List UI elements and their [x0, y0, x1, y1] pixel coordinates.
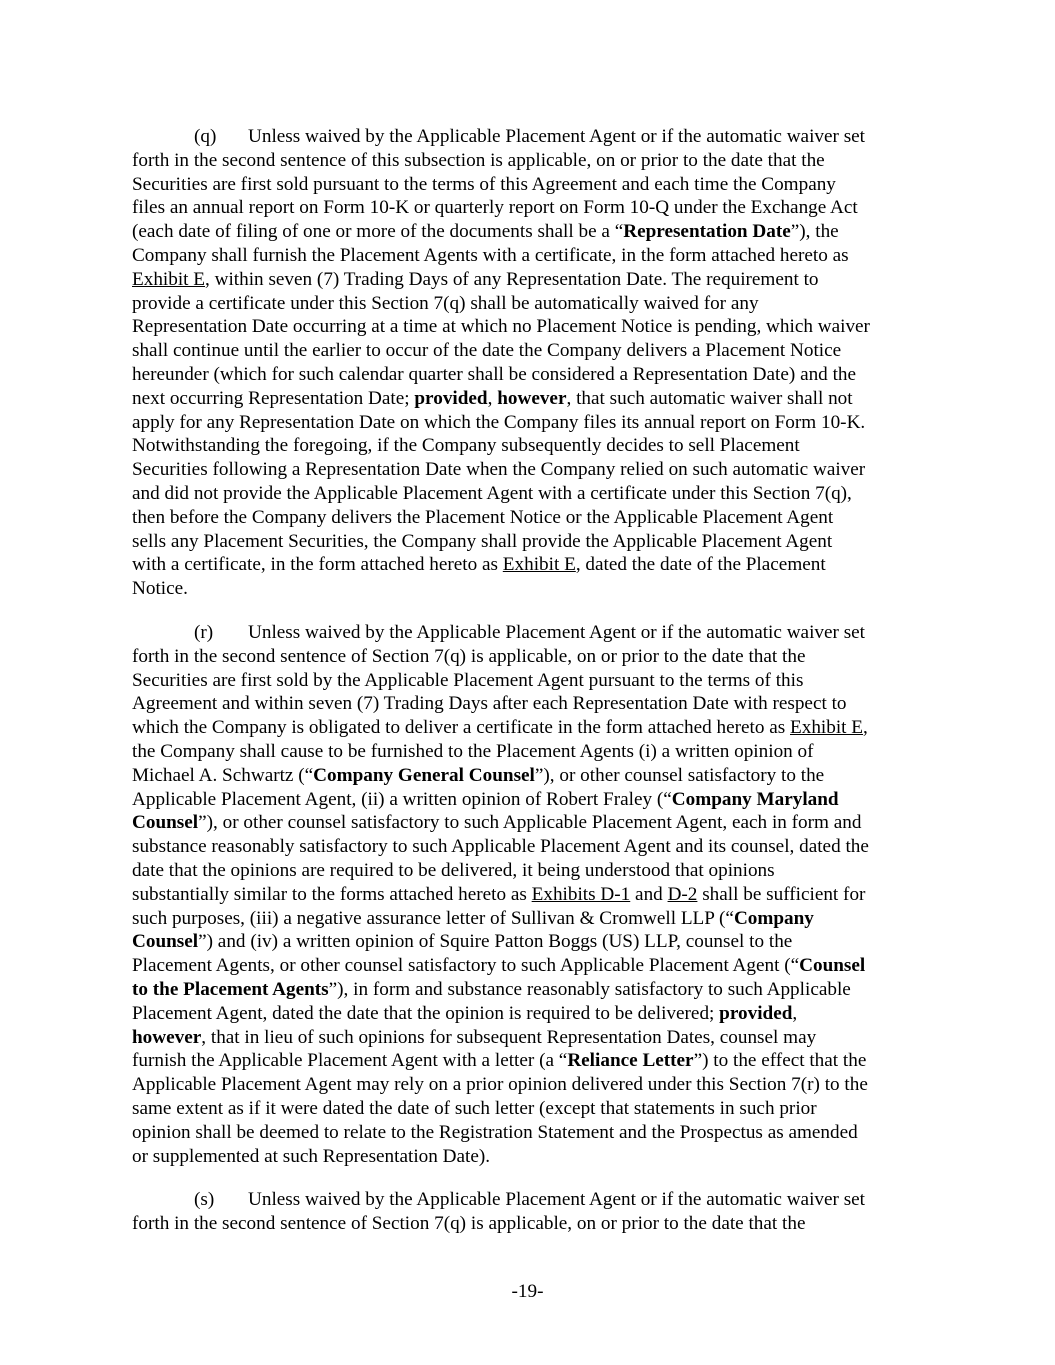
- text-line: [132, 835, 932, 859]
- text-run: and: [630, 883, 668, 905]
- text-run: with a certificate, in the form attached hereto as: [132, 554, 503, 576]
- text-run: Company shall furnish the Placement Agents with a certificate, in the form attached hereto as: [132, 244, 849, 266]
- text-run: Unless waived by the Applicable Placement Agent or if the automatic waiver set: [248, 126, 866, 147]
- text-line: [132, 1097, 932, 1121]
- text-run: files an annual report on Form 10-K or quarterly report on Form 10-Q under the Exchange Act: [132, 197, 858, 219]
- defined-term: Counsel: [132, 931, 199, 953]
- text-line: [132, 339, 932, 363]
- text-line: [132, 978, 932, 1002]
- paragraph-r: [132, 621, 932, 1168]
- text-run: Agreement and within seven (7) Trading Days after each Representation Date with respect to: [132, 693, 847, 715]
- text-run: Placement Agents, or other counsel satisfactory to such Applicable Placement Agent (“: [132, 955, 800, 977]
- text-line: [132, 1049, 932, 1073]
- text-run: furnish the Applicable Placement Agent with a letter (a “: [132, 1050, 568, 1072]
- text-run: ,: [863, 717, 868, 739]
- defined-term: provided: [414, 387, 488, 409]
- page-number: -19-: [511, 1281, 544, 1302]
- text-run: apply for any Representation Date on which the Company files its annual report on Form 10-K.: [132, 411, 866, 433]
- text-line: [132, 645, 932, 669]
- text-run: Representation Date occurring at a time at which no Placement Notice is pending, which waiver: [132, 316, 870, 338]
- text-line: [132, 506, 932, 530]
- text-run: forth in the second sentence of Section 7(q) is applicable, on or prior to the date that the: [132, 1212, 806, 1234]
- text-line: [132, 883, 932, 907]
- text-line: [132, 1188, 932, 1212]
- text-line: [132, 411, 932, 435]
- text-run: Notice.: [132, 578, 188, 600]
- text-run: sells any Placement Securities, the Company shall provide the Applicable Placement Agent: [132, 530, 833, 552]
- text-line: [132, 1073, 932, 1097]
- defined-term: Counsel: [132, 812, 199, 834]
- text-run: shall continue until the earlier to occur of the date the Company delivers a Placement Notice: [132, 340, 842, 362]
- text-run: opinion shall be deemed to relate to the Registration Statement and the Prospectus as amended: [132, 1121, 858, 1143]
- text-run: such purposes, (iii) a negative assurance letter of Sullivan & Cromwell LLP (“: [132, 907, 734, 929]
- text-line: [132, 930, 932, 954]
- paragraph-s: [132, 1188, 932, 1236]
- text-line: [132, 482, 932, 506]
- defined-term: Counsel: [799, 955, 866, 977]
- text-line: [132, 363, 932, 387]
- text-run: substantially similar to the forms attached hereto as: [132, 883, 532, 905]
- text-line: [132, 716, 932, 740]
- paragraph-q: [132, 125, 932, 601]
- text-run: Securities are first sold by the Applicable Placement Agent pursuant to the terms of this: [132, 669, 804, 691]
- text-run: then before the Company delivers the Placement Notice or the Applicable Placement Agent: [132, 506, 834, 528]
- defined-term: Company Maryland: [671, 788, 839, 810]
- defined-term: Company General Counsel: [313, 764, 535, 786]
- text-line: [132, 149, 932, 173]
- defined-term: Reliance Letter: [567, 1050, 694, 1072]
- section-label: (s): [194, 1189, 215, 1210]
- text-line: [132, 907, 932, 931]
- text-line: [132, 811, 932, 835]
- text-run: (each date of filing of one or more of the documents shall be a “: [132, 221, 624, 243]
- text-line: [132, 220, 932, 244]
- text-line: [132, 315, 932, 339]
- text-line: [132, 1121, 932, 1145]
- text-run: ”), the: [790, 221, 839, 243]
- defined-term: to the Placement Agents: [132, 978, 329, 1000]
- exhibit-reference: Exhibit E: [132, 268, 206, 290]
- section-label: (q): [194, 126, 217, 147]
- text-run: ”) to the effect that the: [693, 1050, 867, 1072]
- defined-term: however: [132, 1026, 202, 1048]
- text-line: [132, 1145, 932, 1169]
- text-line: [132, 553, 932, 577]
- text-run: Michael A. Schwartz (“: [132, 764, 314, 786]
- text-run: , dated the date of the Placement: [575, 554, 826, 576]
- text-run: Applicable Placement Agent may rely on a prior opinion delivered under this Section 7(r) to the: [132, 1074, 868, 1096]
- text-line: [132, 434, 932, 458]
- text-run: , that such automatic waiver shall not: [566, 387, 853, 409]
- exhibit-reference: D-2: [667, 883, 698, 905]
- text-line: [132, 1212, 932, 1236]
- text-run: , that in lieu of such opinions for subsequent Representation Dates, counsel may: [201, 1026, 817, 1048]
- text-line: [132, 954, 932, 978]
- text-run: shall be sufficient for: [697, 883, 866, 905]
- text-run: ,: [792, 1002, 798, 1024]
- text-run: Securities following a Representation Date when the Company relied on such automatic waiver: [132, 459, 866, 481]
- text-line: [132, 788, 932, 812]
- text-line: [132, 692, 932, 716]
- text-run: , within seven (7) Trading Days of any Representation Date. The requirement to: [205, 268, 819, 290]
- text-run: or supplemented at such Representation Date).: [132, 1145, 491, 1167]
- defined-term: Representation Date: [623, 221, 791, 243]
- defined-term: however: [497, 387, 567, 409]
- text-run: ,: [487, 387, 498, 409]
- text-line: [132, 173, 932, 197]
- text-run: forth in the second sentence of Section 7(q) is applicable, on or prior to the date that the: [132, 645, 806, 667]
- text-run: next occurring Representation Date;: [132, 387, 415, 409]
- text-line: [132, 740, 932, 764]
- text-line: [132, 577, 932, 601]
- text-line: [132, 292, 932, 316]
- text-line: [132, 859, 932, 883]
- text-run: ”), or other counsel satisfactory to the: [534, 764, 825, 786]
- section-label: (r): [194, 622, 214, 643]
- text-run: which the Company is obligated to deliver a certificate in the form attached hereto as: [132, 717, 790, 739]
- exhibit-reference: Exhibits D-1: [531, 883, 631, 905]
- text-run: the Company shall cause to be furnished to the Placement Agents (i) a written opinion of: [132, 740, 814, 762]
- text-run: Applicable Placement Agent, (ii) a written opinion of Robert Fraley (“: [132, 788, 672, 810]
- exhibit-reference: Exhibit E: [790, 717, 864, 739]
- text-line: [132, 125, 932, 149]
- exhibit-reference: Exhibit E: [502, 554, 576, 576]
- text-run: provide a certificate under this Section 7(q) shall be automatically waived for any: [132, 292, 759, 314]
- text-run: Unless waived by the Applicable Placement Agent or if the automatic waiver set: [248, 1189, 866, 1210]
- text-run: substance reasonably satisfactory to such Applicable Placement Agent and its counsel, dated the: [132, 836, 869, 858]
- defined-term: provided: [719, 1002, 793, 1024]
- text-run: and did not provide the Applicable Placement Agent with a certificate under this Section 7(q),: [132, 482, 852, 504]
- text-line: [132, 621, 932, 645]
- text-run: hereunder (which for such calendar quarter shall be considered a Representation Date) and the: [132, 363, 857, 385]
- text-run: Securities are first sold pursuant to the terms of this Agreement and each time the Company: [132, 173, 836, 195]
- text-run: ”), in form and substance reasonably satisfactory to such Applicable: [328, 978, 851, 1000]
- text-line: [132, 764, 932, 788]
- text-run: forth in the second sentence of this subsection is applicable, on or prior to the date that the: [132, 149, 825, 171]
- text-line: [132, 669, 932, 693]
- text-line: [132, 1002, 932, 1026]
- text-line: [132, 387, 932, 411]
- text-line: [132, 458, 932, 482]
- text-line: [132, 244, 932, 268]
- defined-term: Company: [733, 907, 814, 929]
- text-line: [132, 196, 932, 220]
- text-line: [132, 530, 932, 554]
- text-run: Placement Agent, dated the date that the opinion is required to be delivered;: [132, 1002, 720, 1024]
- text-run: Notwithstanding the foregoing, if the Company subsequently decides to sell Placement: [132, 435, 800, 457]
- text-run: Unless waived by the Applicable Placement Agent or if the automatic waiver set: [248, 622, 866, 643]
- text-run: date that the opinions are required to be delivered, it being understood that opinions: [132, 859, 775, 881]
- text-run: same extent as if it were dated the date of such letter (except that statements in such prior: [132, 1097, 817, 1119]
- text-line: [132, 268, 932, 292]
- text-run: ”) and (iv) a written opinion of Squire Patton Boggs (US) LLP, counsel to the: [198, 931, 793, 953]
- text-line: [132, 1026, 932, 1050]
- text-run: ”), or other counsel satisfactory to such Applicable Placement Agent, each in form and: [198, 812, 862, 834]
